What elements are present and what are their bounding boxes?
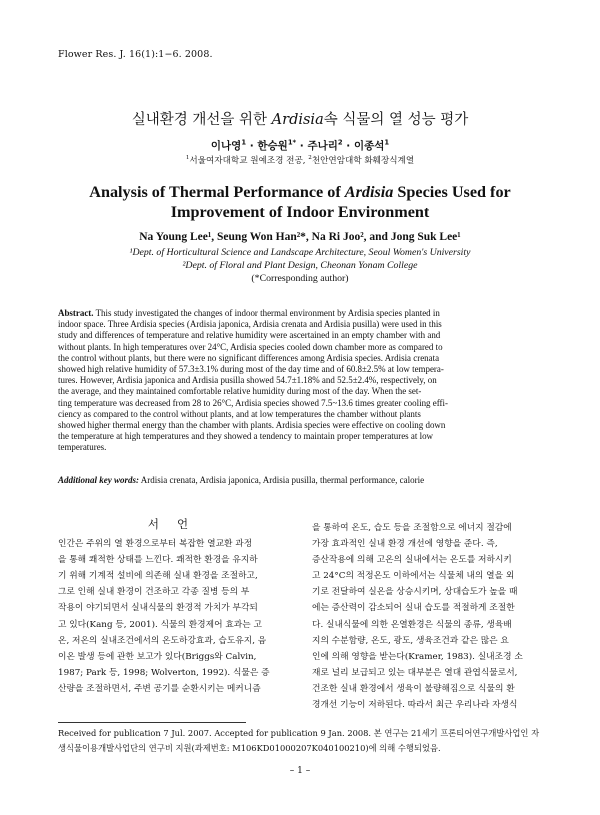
body-column-left <box>58 520 296 697</box>
affil-sup: 1 <box>185 155 190 162</box>
english-authors: Na Young Lee¹, Seung Won Han²*, Na Ri Joo², and Jong Suk Lee¹ <box>139 231 461 243</box>
body-line: 1987; Park 등, 1998; Wolverton, 1992). 식물은 증 <box>58 667 270 678</box>
author-separator: · <box>296 140 308 152</box>
body-line: 산량을 조절하면서, 주변 공기를 순환시키는 메커니즘 <box>58 683 261 694</box>
footnote <box>58 726 550 755</box>
footnote-line: Received for publication 7 Jul. 2007. Accepted for publication 9 Jan. 2008. 본 연구는 21세기 프론티어연구개발사업인 자 <box>58 728 540 738</box>
english-title <box>0 182 600 222</box>
keywords-label: Additional key words: <box>58 475 140 485</box>
korean-title-genus: Ardisia <box>271 112 324 128</box>
english-title-pre: Analysis of Thermal Performance of <box>89 183 345 201</box>
body-line: 건조한 실내 환경에서 생육이 불량해짐으로 식물의 환 <box>312 683 515 694</box>
abstract-line: the temperature at high temperatures and they showed a tendency to maintain proper temperatures at low <box>58 431 433 442</box>
journal-reference: Flower Res. J. 16(1):1−6. 2008. <box>58 49 213 60</box>
abstract-line: temperatures. <box>58 442 107 453</box>
body-line: 경개선 기능이 저하된다. 따라서 최근 우리나라 자생식 <box>312 700 518 711</box>
abstract-line: indoor space. Three Ardisia species (Ardisia japonica, Ardisia crenata and Ardisia pusilla) were used in this <box>58 319 442 330</box>
body-line: 작용이 야기되면서 실내식물의 환경적 가치가 부각되 <box>58 603 258 614</box>
body-line: 증산작용에 의해 고온의 실내에서는 온도를 저하시키 <box>312 555 512 566</box>
keywords-text: Ardisia crenata, Ardisia japonica, Ardisia pusilla, thermal performance, calorie <box>139 475 425 485</box>
footnote-line: 생식물이용개발사업단의 연구비 지원(과제번호: M106KD01000207K040100210)에 의해 수행되었음. <box>58 742 441 753</box>
abstract-line: showed high relative humidity of 57.3±3.1% during most of the day time and of 60.8±2.5% at low tempera- <box>58 364 444 375</box>
abstract-line: without plants. In high temperatures over 24°C, Ardisia species cooled down chamber more as compared to <box>58 341 443 352</box>
korean-affiliation-2: 천안연암대학 화훼장식계열 <box>311 156 415 166</box>
body-line: 그로 인해 실내 환경이 건조하고 각종 질병 등의 부 <box>58 587 250 598</box>
abstract-line: the control without plants, but there were no significant differences among Ardisia species. Ardisia crenata <box>58 352 440 363</box>
abstract-line: tures. However, Ardisia japonica and Ardisia pusilla showed 54.7±1.18% and 52.5±2.4%, respectively, on <box>58 375 437 386</box>
body-line: 재로 널리 보급되고 있는 대부분은 열대 관엽식물로서, <box>312 667 518 678</box>
korean-author: 한승원 <box>257 140 288 152</box>
abstract <box>58 308 546 454</box>
body-line: 을 통하여 온도, 습도 등을 조절함으로 에너지 절감에 <box>312 523 512 533</box>
english-title-genus: Ardisia <box>344 183 394 201</box>
body-line: 기로 전달하여 실온을 상승시키며, 상대습도가 높을 때 <box>312 587 518 598</box>
english-title-line2: Improvement of Indoor Environment <box>170 203 430 221</box>
abstract-line: ting temperature was decreased from 28 to 26°C, Ardisia species showed 7.5~13.6 times greater cooling effi- <box>58 397 448 408</box>
page-number: – 1 – <box>289 766 311 776</box>
author-separator: · <box>246 140 258 152</box>
body-column-right <box>312 520 552 713</box>
body-line: 지의 수분함량, 온도, 광도, 생육조건과 같은 많은 요 <box>312 635 509 646</box>
korean-author: 이나영 <box>210 140 242 152</box>
body-line: 고 24°C의 적정온도 이하에서는 식물체 내의 열을 외 <box>312 571 515 582</box>
korean-author-sup: 1* <box>287 138 297 147</box>
korean-title-post: 속 식물의 열 성능 평가 <box>323 112 469 128</box>
body-line: 이온 발생 등에 관한 보고가 있다(Briggs와 Calvin, <box>58 651 257 662</box>
korean-author-sup: 1 <box>384 138 390 147</box>
korean-title-pre: 실내환경 개선을 위한 <box>131 112 272 128</box>
korean-affiliation <box>0 154 600 166</box>
korean-affiliation-1: 서울여자대학교 원예조경 전공, <box>189 156 309 166</box>
footnote-divider <box>58 722 246 723</box>
abstract-line: study and differences of temperature and relative humidity were ascertained in an empty chamber with and <box>58 330 441 341</box>
english-title-post: Species Used for <box>393 183 511 201</box>
body-line: 온, 저온의 실내조건에서의 온도하강효과, 습도유지, 음 <box>58 635 267 646</box>
abstract-line: showed higher thermal energy than the chamber with plants. Ardisia species were effective on cooling down <box>58 420 446 431</box>
korean-author-sup: 1 <box>241 138 247 147</box>
body-line: 인에 의해 영향을 받는다(Kramer, 1983). 실내조경 소 <box>312 651 523 662</box>
body-line: 가장 효과적인 실내 환경 개선에 영향을 준다. 즉, <box>312 539 498 550</box>
author-separator: · <box>342 140 354 152</box>
korean-title <box>0 108 600 129</box>
abstract-line: the average, and they maintained comfortable relative humidity during most of the day. When the set- <box>58 386 422 397</box>
english-affiliation-2: ²Dept. of Floral and Plant Design, Cheonan Yonam College <box>182 260 418 271</box>
body-line: 을 통해 쾌적한 상태를 느낀다. 쾌적한 환경을 유지하 <box>58 555 258 566</box>
korean-author: 이종석 <box>353 140 385 152</box>
korean-author-sup: 2 <box>337 138 343 147</box>
corresponding-author-note: (*Corresponding author) <box>251 273 349 284</box>
affil-sup: 2 <box>308 155 312 162</box>
body-line: 고 있다(Kang 등, 2001). 식물의 환경제어 효과는 고 <box>58 619 262 630</box>
english-affiliation-1: ¹Dept. of Horticultural Science and Landscape Architecture, Seoul Women's University <box>129 247 471 258</box>
korean-author: 주나리 <box>307 140 338 152</box>
body-line <box>58 520 296 536</box>
body-line: 인간은 주위의 열 환경으로부터 복잡한 열교환 과정 <box>58 539 253 550</box>
body-line: 다. 실내식물에 의한 온열환경은 식물의 종류, 생육배 <box>312 619 512 630</box>
body-line: 기 위해 기계적 설비에 의존해 실내 환경을 조절하고, <box>58 571 258 582</box>
korean-authors <box>0 138 600 153</box>
abstract-label: Abstract. <box>58 308 94 318</box>
abstract-line: ciency as compared to the control without plants, and at low temperatures the chamber without plants <box>58 408 421 419</box>
body-line: 에는 증산력이 감소되어 실내 습도를 적절하게 조절한 <box>312 603 515 614</box>
keywords <box>58 475 546 485</box>
section-heading-introduction: 서언 <box>147 517 207 531</box>
abstract-line: This study investigated the changes of indoor thermal environment by Ardisia species planted in <box>93 308 440 318</box>
